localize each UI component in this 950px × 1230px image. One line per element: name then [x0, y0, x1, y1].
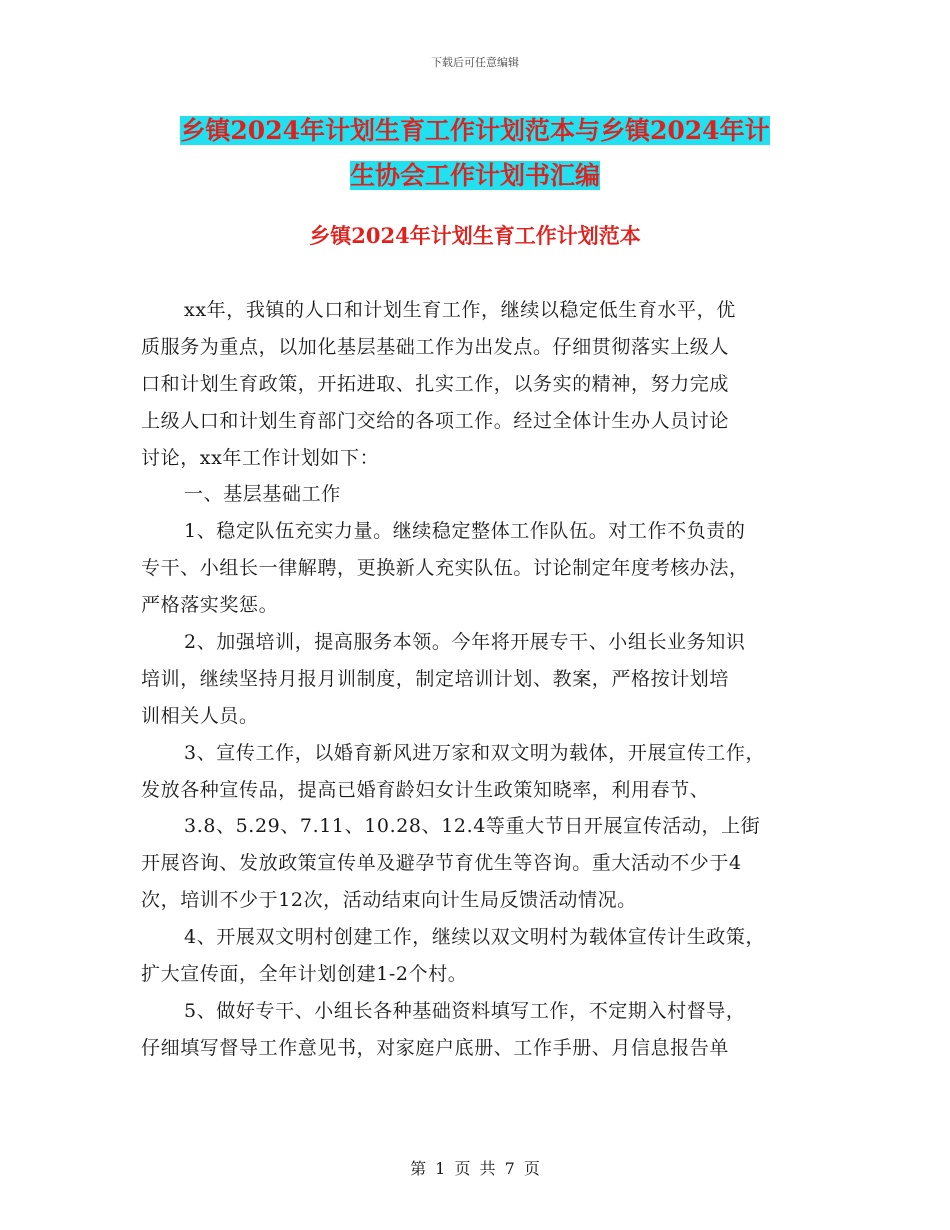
- document-title-line-1: 乡镇2024年计划生育工作计划范本与乡镇2024年计: [180, 116, 770, 145]
- paragraph-line: 2、加强培训，提高服务本领。今年将开展专干、小组长业务知识: [184, 631, 746, 654]
- paragraph-line: 严格落实奖惩。: [141, 594, 279, 617]
- paragraph-line: 训相关人员。: [141, 704, 259, 727]
- page-number: 第 1 页 共 7 页: [410, 1159, 540, 1178]
- document-title-line-2: 生协会工作计划书汇编: [349, 161, 600, 190]
- paragraph-line: 讨论，xx年工作计划如下：: [141, 446, 380, 469]
- paragraph-line: 仔细填写督导工作意见书，对家庭户底册、工作手册、月信息报告单: [141, 1036, 730, 1059]
- paragraph-line: 上级人口和计划生育部门交给的各项工作。经过全体计生办人员讨论: [141, 409, 730, 432]
- paragraph-line: 扩大宣传面，全年计划创建1-2个村。: [141, 963, 468, 986]
- paragraph-line: 4、开展双文明村创建工作，继续以双文明村为载体宣传计生政策，: [184, 926, 766, 949]
- section-title: 乡镇2024年计划生育工作计划范本: [309, 223, 641, 248]
- paragraph-line: xx年，我镇的人口和计划生育工作，继续以稳定低生育水平，优: [184, 299, 736, 321]
- paragraph-line: 开展咨询、发放政策宣传单及避孕节育优生等咨询。重大活动不少于4: [141, 852, 742, 875]
- paragraph-line: 1、稳定队伍充实力量。继续稳定整体工作队伍。对工作不负责的: [184, 520, 746, 543]
- heading-line: 一、基层基础工作: [184, 483, 341, 506]
- paragraph-line: 专干、小组长一律解聘，更换新人充实队伍。讨论制定年度考核办法，: [141, 557, 749, 580]
- paragraph-line: 次，培训不少于12次，活动结束向计生局反馈活动情况。: [141, 889, 637, 912]
- paragraph-line: 质服务为重点，以加化基层基础工作为出发点。仔细贯彻落实上级人: [141, 335, 730, 358]
- paragraph-line: 口和计划生育政策，开拓进取、扎实工作，以务实的精神，努力完成: [141, 372, 730, 395]
- header-note: 下载后可任意编辑: [431, 56, 519, 69]
- paragraph-line: 5、做好专干、小组长各种基础资料填写工作，不定期入村督导，: [184, 999, 746, 1022]
- paragraph-line: 培训，继续坚持月报月训制度，制定培训计划、教案，严格按计划培: [141, 667, 730, 690]
- paragraph-line: 3.8、5.29、7.11、10.28、12.4等重大节日开展宣传活动，上街: [184, 815, 761, 838]
- document-title: [0, 108, 950, 198]
- paragraph-line: 发放各种宣传品，提高已婚育龄妇女计生政策知晓率，利用春节、: [141, 778, 710, 801]
- paragraph-line: 3、宣传工作，以婚育新风进万家和双文明为载体，开展宣传工作，: [184, 741, 766, 764]
- body-text: [141, 292, 821, 1067]
